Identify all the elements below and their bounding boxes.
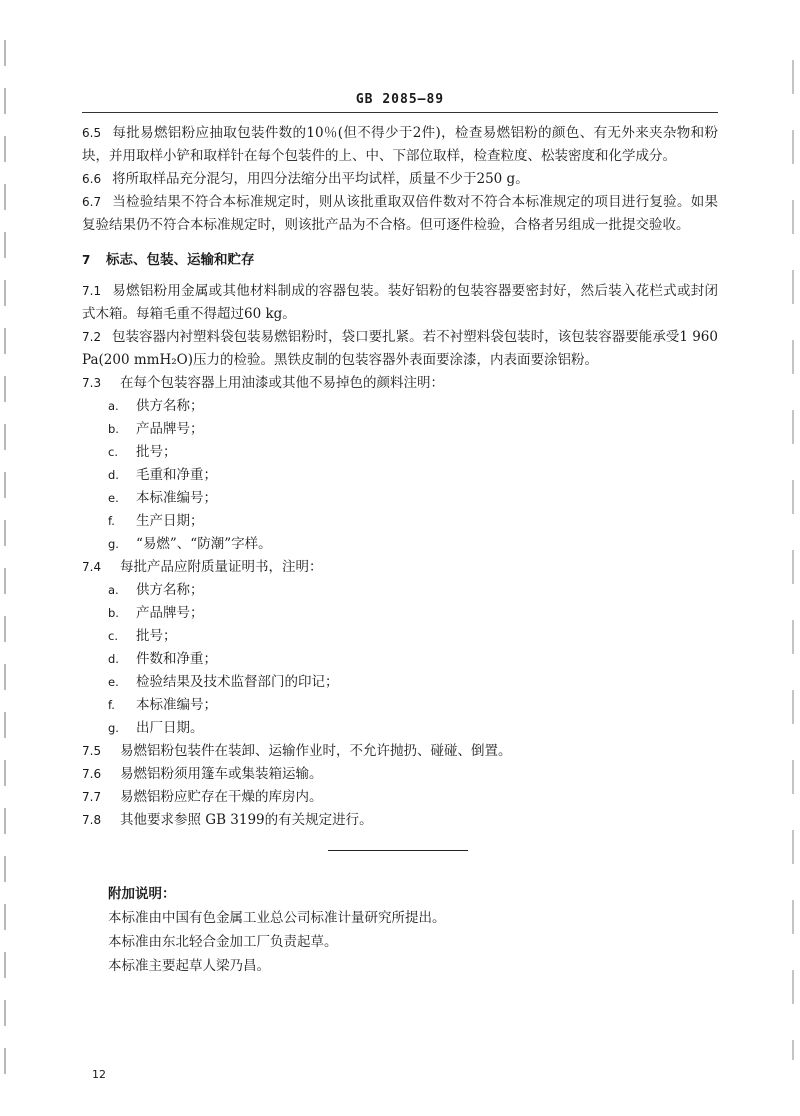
list-text: 生产日期； [136, 513, 204, 529]
list-label: c. [108, 629, 118, 643]
clause-text: 易燃铝粉应贮存在干燥的库房内。 [120, 789, 323, 805]
list-label: c. [108, 445, 118, 459]
clause-number: 7.5 [82, 744, 102, 758]
clause-text: 包装容器内衬塑料袋包装易燃铝粉时，袋口要扎紧。若不衬塑料袋包装时，该包装容器要能承受1 960 Pa(200 mmH₂O)压力的检验。黑铁皮制的包装容器外表面要涂漆，内表面要涂铝粉。 [82, 329, 718, 368]
list-text: 检验结果及技术监督部门的印记； [136, 674, 339, 690]
clause-text: 在每个包装容器上用油漆或其他不易掉色的颜料注明： [120, 375, 444, 391]
clause-number: 6.7 [82, 195, 102, 209]
clause-7-3-list [82, 395, 718, 556]
header-rule [82, 112, 718, 113]
clause-text: 易燃铝粉用金属或其他材料制成的容器包装。装好铝粉的包装容器要密封好，然后装入花栏式或封闭式木箱。每箱毛重不得超过60 kg。 [82, 283, 718, 322]
list-item [82, 395, 718, 418]
clause-text: 易燃铝粉包装件在装卸、运输作业时，不允许抛扔、碰碰、倒置。 [120, 743, 512, 759]
list-text: 批号； [136, 444, 177, 460]
list-item [82, 510, 718, 533]
clause-number: 6.5 [82, 126, 102, 140]
list-label: a. [108, 399, 119, 413]
notes-title: 附加说明： [108, 886, 176, 902]
clause-text: 其他要求参照 GB 3199的有关规定进行。 [120, 812, 373, 828]
list-label: e. [108, 491, 119, 505]
list-item [82, 648, 718, 671]
list-label: b. [108, 606, 119, 620]
document-body [82, 122, 718, 832]
clause-number: 7.7 [82, 790, 102, 804]
list-item [82, 625, 718, 648]
clause-7-7 [82, 786, 718, 809]
list-item [82, 441, 718, 464]
notes-line: 本标准主要起草人梁乃昌。 [108, 958, 270, 974]
clause-text: 易燃铝粉须用篷车或集装箱运输。 [120, 766, 323, 782]
clause-7-4-list [82, 579, 718, 740]
clause-number: 7.4 [82, 560, 102, 574]
list-item [82, 671, 718, 694]
clause-number: 7.6 [82, 767, 102, 781]
list-text: 件数和净重； [136, 651, 217, 667]
clause-number: 7.3 [82, 376, 102, 390]
list-item [82, 464, 718, 487]
clause-6-5 [82, 122, 718, 168]
list-text: 产品牌号； [136, 421, 204, 437]
list-item [82, 602, 718, 625]
list-item [82, 533, 718, 556]
list-text: 产品牌号； [136, 605, 204, 621]
section-7-heading [82, 249, 718, 272]
clause-number: 7.1 [82, 284, 102, 298]
clause-6-7 [82, 191, 718, 237]
list-label: a. [108, 583, 119, 597]
list-label: f. [108, 698, 115, 712]
list-label: e. [108, 675, 119, 689]
scan-edge-left [4, 40, 6, 1080]
standard-code-header: GB 2085—89 [355, 92, 445, 107]
list-text: 毛重和净重； [136, 467, 217, 483]
scan-edge-right [792, 60, 794, 1060]
clause-7-6 [82, 763, 718, 786]
clause-text: 当检验结果不符合本标准规定时，则从该批重取双倍件数对不符合本标准规定的项目进行复验。如果复验结果仍不符合本标准规定时，则该批产品为不合格。但可逐件检验，合格者另组成一批提交验收。 [82, 194, 718, 233]
section-number: 7 [82, 253, 91, 267]
list-label: b. [108, 422, 119, 436]
list-text: “易燃”、“防潮”字样。 [136, 536, 272, 552]
list-item [82, 487, 718, 510]
list-text: 本标准编号； [136, 490, 217, 506]
clause-7-8 [82, 809, 718, 832]
clause-number: 6.6 [82, 172, 102, 186]
list-label: d. [108, 468, 119, 482]
clause-text: 每批易燃铝粉应抽取包装件数的10％(但不得少于2件)，检查易燃铝粉的颜色、有无外来夹杂物和粉块，并用取样小铲和取样针在每个包装件的上、中、下部位取样，检查粒度、松装密度和化学成分。 [82, 125, 718, 164]
list-text: 供方名称； [136, 582, 204, 598]
clause-6-6 [82, 168, 718, 191]
clause-7-4 [82, 556, 718, 579]
list-text: 批号； [136, 628, 177, 644]
list-text: 本标准编号； [136, 697, 217, 713]
list-item [82, 579, 718, 602]
notes-line: 本标准由东北轻合金加工厂负责起草。 [108, 934, 338, 950]
clause-number: 7.2 [82, 330, 102, 344]
list-item [82, 418, 718, 441]
notes-line: 本标准由中国有色金属工业总公司标准计量研究所提出。 [108, 910, 446, 926]
list-label: g. [108, 721, 119, 735]
clause-7-3 [82, 372, 718, 395]
list-item [82, 717, 718, 740]
clause-7-2 [82, 326, 718, 372]
page-number: 12 [92, 1068, 106, 1081]
additional-notes [108, 882, 708, 978]
list-label: g. [108, 537, 119, 551]
clause-number: 7.8 [82, 813, 102, 827]
clause-7-1 [82, 280, 718, 326]
section-title: 标志、包装、运输和贮存 [106, 252, 255, 268]
list-text: 供方名称； [136, 398, 204, 414]
clause-7-5 [82, 740, 718, 763]
list-label: f. [108, 514, 115, 528]
clause-text: 每批产品应附质量证明书，注明： [120, 559, 323, 575]
list-label: d. [108, 652, 119, 666]
list-text: 出厂日期。 [136, 720, 204, 736]
end-divider [328, 850, 468, 851]
list-item [82, 694, 718, 717]
clause-text: 将所取样品充分混匀，用四分法缩分出平均试样，质量不少于250 g。 [112, 171, 529, 187]
